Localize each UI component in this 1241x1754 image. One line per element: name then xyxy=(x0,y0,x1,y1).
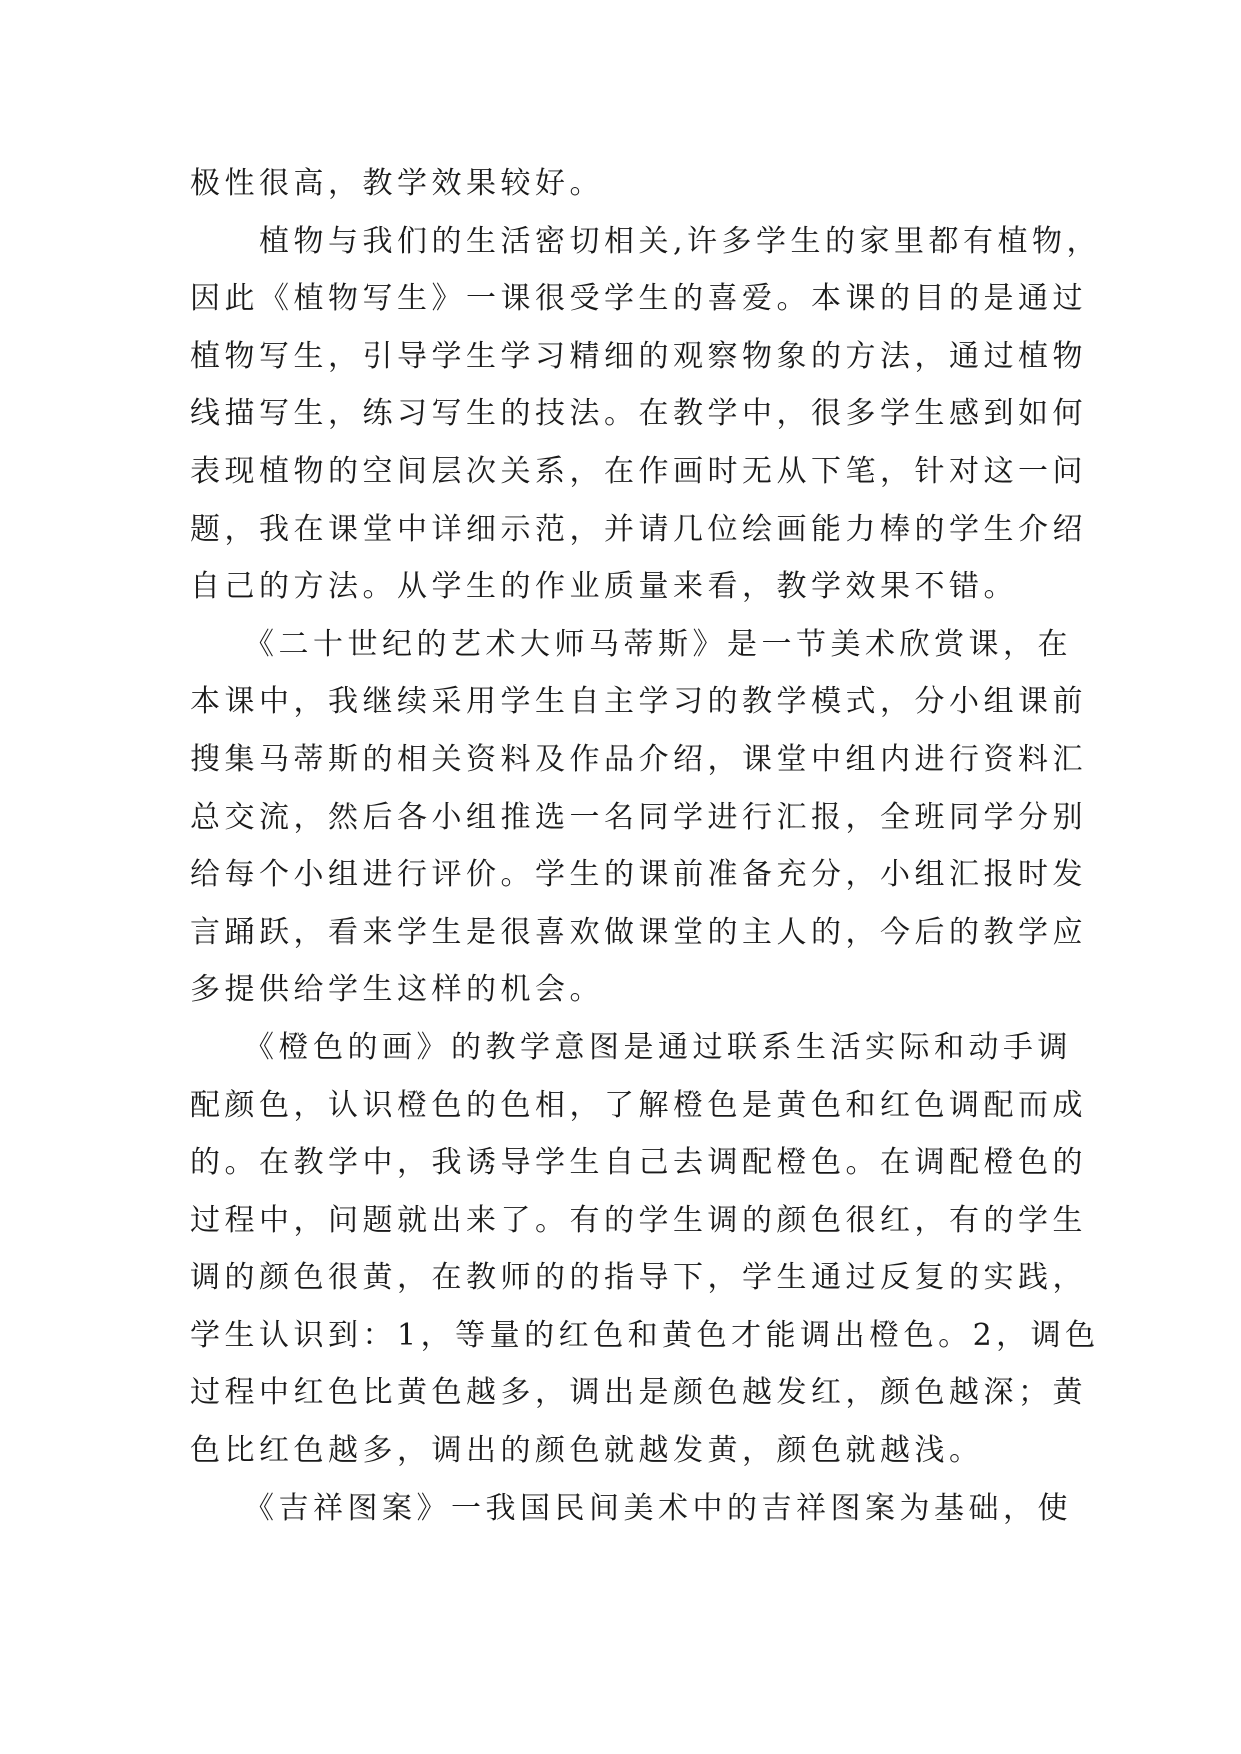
text-line: 植物与我们的生活密切相关,许多学生的家里都有植物， xyxy=(190,223,1102,259)
text-line: 学生认识到：1，等量的红色和黄色才能调出橙色。2，调色 xyxy=(190,1317,1100,1353)
text-line: 《吉祥图案》一我国民间美术中的吉祥图案为基础，使 xyxy=(190,1490,1072,1526)
text-line: 《橙色的画》的教学意图是通过联系生活实际和动手调 xyxy=(190,1029,1072,1065)
text-line: 的。在教学中，我诱导学生自己去调配橙色。在调配橙色的 xyxy=(190,1145,1087,1181)
text-line: 总交流，然后各小组推选一名同学进行汇报，全班同学分别 xyxy=(190,799,1087,835)
text-line: 线描写生，练习写生的技法。在教学中，很多学生感到如何 xyxy=(190,396,1087,432)
text-line: 多提供给学生这样的机会。 xyxy=(190,972,604,1008)
text-line: 过程中红色比黄色越多，调出是颜色越发红，颜色越深；黄 xyxy=(190,1375,1087,1411)
text-line: 植物写生，引导学生学习精细的观察物象的方法，通过植物 xyxy=(190,338,1087,374)
text-line: 《二十世纪的艺术大师马蒂斯》是一节美术欣赏课，在 xyxy=(190,626,1072,662)
text-line: 自己的方法。从学生的作业质量来看，教学效果不错。 xyxy=(190,569,1018,605)
text-line: 题，我在课堂中详细示范，并请几位绘画能力棒的学生介绍 xyxy=(190,511,1087,547)
text-line: 调的颜色很黄，在教师的的指导下，学生通过反复的实践， xyxy=(190,1260,1087,1296)
text-line: 表现植物的空间层次关系，在作画时无从下笔，针对这一问 xyxy=(190,453,1087,489)
text-line: 给每个小组进行评价。学生的课前准备充分，小组汇报时发 xyxy=(190,857,1087,893)
text-line: 言踊跃，看来学生是很喜欢做课堂的主人的，今后的教学应 xyxy=(190,914,1087,950)
text-line: 配颜色，认识橙色的色相，了解橙色是黄色和红色调配而成 xyxy=(190,1087,1087,1123)
text-line: 色比红色越多，调出的颜色就越发黄，颜色就越浅。 xyxy=(190,1433,984,1469)
text-line: 搜集马蒂斯的相关资料及作品介绍，课堂中组内进行资料汇 xyxy=(190,741,1087,777)
text-line: 本课中，我继续采用学生自主学习的教学模式，分小组课前 xyxy=(190,684,1087,720)
text-line: 过程中，问题就出来了。有的学生调的颜色很红，有的学生 xyxy=(190,1202,1087,1238)
text-line: 极性很高，教学效果较好。 xyxy=(190,166,604,201)
text-line: 因此《植物写生》一课很受学生的喜爱。本课的目的是通过 xyxy=(190,281,1087,317)
body-text xyxy=(190,155,1102,1537)
